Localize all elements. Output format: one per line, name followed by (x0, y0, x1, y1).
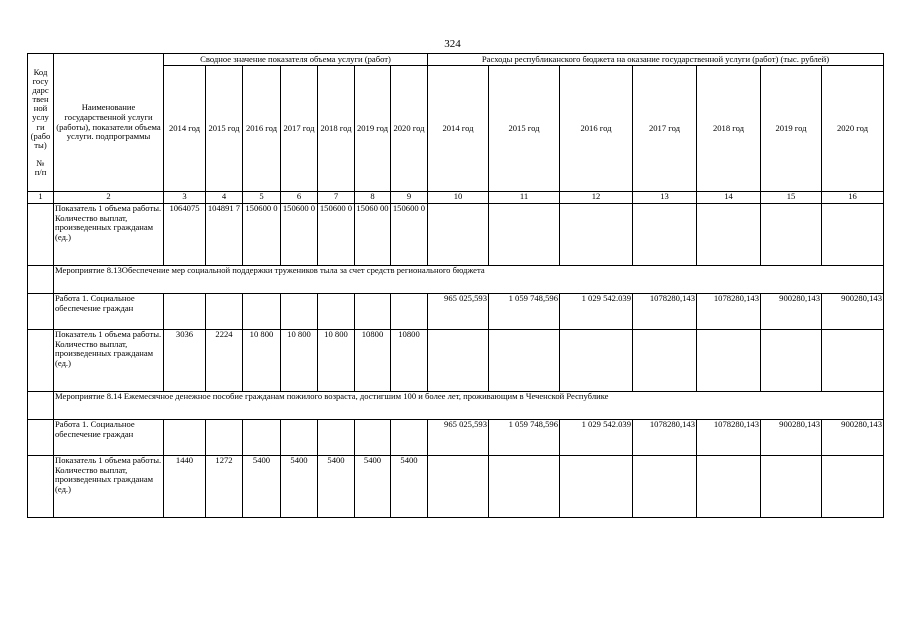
header-budget-year: 2020 год (822, 66, 884, 192)
volume-value: 5400 (243, 456, 281, 518)
column-number: 6 (281, 192, 318, 204)
header-budget-year: 2015 год (489, 66, 560, 192)
budget-value: 900280,143 (822, 420, 884, 456)
budget-value (560, 204, 633, 266)
volume-value: 10 800 (318, 330, 355, 392)
header-volume-year: 2014 год (164, 66, 206, 192)
row-code (28, 204, 54, 266)
code-col-line: ты) (34, 139, 47, 150)
volume-value: 150600 0 (243, 204, 281, 266)
volume-value: 10 800 (243, 330, 281, 392)
header-code-column (28, 54, 54, 192)
budget-value: 1078280,143 (697, 420, 761, 456)
volume-value (206, 294, 243, 330)
header-volume-year: 2018 год (318, 66, 355, 192)
row-code (28, 456, 54, 518)
volume-value (318, 294, 355, 330)
column-number: 4 (206, 192, 243, 204)
column-number: 5 (243, 192, 281, 204)
budget-value: 1078280,143 (633, 294, 697, 330)
code-col-line: услу (32, 112, 49, 123)
header-budget-year: 2019 год (761, 66, 822, 192)
work-row (28, 420, 884, 456)
header-volume-year: 2017 год (281, 66, 318, 192)
budget-value (761, 456, 822, 518)
volume-value (243, 294, 281, 330)
event-code-cell (28, 392, 54, 420)
budget-value (489, 204, 560, 266)
event-code-cell (28, 266, 54, 294)
row-name: Показатель 1 объема работы. Количество выплат, произведенных гражданам (ед.) (54, 456, 164, 518)
row-code (28, 330, 54, 392)
indicator-row (28, 456, 884, 518)
event-title: Мероприятие 8.13Обеспечение мер социальной поддержки тружеников тыла за счет средств регионального бюджета (54, 266, 884, 294)
budget-value: 900280,143 (761, 294, 822, 330)
volume-value (355, 294, 391, 330)
header-budget-year: 2017 год (633, 66, 697, 192)
header-name-column: Наименование государственной услуги (работы), показатели объема услуги. подпрограммы (54, 54, 164, 192)
code-col-line: ной (33, 103, 48, 114)
indicator-row (28, 204, 884, 266)
budget-value (697, 456, 761, 518)
event-title: Мероприятие 8.14 Ежемесячное денежное пособие гражданам пожилого возраста, достигшим 100 и более лет, проживающим в Чеченской Республике (54, 392, 884, 420)
header-group-budget: Расходы республиканского бюджета на оказание государственной услуги (работ) (тыс. рублей) (428, 54, 884, 66)
budget-value (428, 204, 489, 266)
volume-value: 150600 0 (281, 204, 318, 266)
column-number: 16 (822, 192, 884, 204)
budget-value: 900280,143 (761, 420, 822, 456)
column-number: 7 (318, 192, 355, 204)
budget-value (822, 330, 884, 392)
header-volume-year: 2016 год (243, 66, 281, 192)
column-number: 12 (560, 192, 633, 204)
header-volume-year: 2019 год (355, 66, 391, 192)
volume-value (391, 420, 428, 456)
budget-value (761, 204, 822, 266)
column-number: 3 (164, 192, 206, 204)
code-col-line: ги (36, 121, 45, 132)
volume-value: 5400 (318, 456, 355, 518)
column-number: 13 (633, 192, 697, 204)
budget-value (633, 456, 697, 518)
budget-value (633, 204, 697, 266)
code-col-line: твен (32, 94, 49, 105)
row-name: Показатель 1 объема работы. Количество выплат, произведенных гражданам (ед.) (54, 204, 164, 266)
indicator-row (28, 330, 884, 392)
volume-value (206, 420, 243, 456)
page-number: 324 (444, 38, 461, 50)
volume-value (164, 420, 206, 456)
budget-value: 1 059 748,596 (489, 420, 560, 456)
volume-value (281, 294, 318, 330)
budget-value: 900280,143 (822, 294, 884, 330)
budget-value: 1 059 748,596 (489, 294, 560, 330)
budget-value (560, 330, 633, 392)
volume-value (281, 420, 318, 456)
budget-value: 965 025,593 (428, 294, 489, 330)
budget-value (489, 330, 560, 392)
volume-value (355, 420, 391, 456)
code-col-line: госу (32, 75, 49, 86)
header-budget-year: 2014 год (428, 66, 489, 192)
volume-value (391, 294, 428, 330)
header-volume-year: 2015 год (206, 66, 243, 192)
code-col-line: (рабо (30, 130, 51, 141)
volume-value: 1064075 (164, 204, 206, 266)
budget-value (560, 456, 633, 518)
budget-value (822, 204, 884, 266)
column-number: 15 (761, 192, 822, 204)
work-row (28, 294, 884, 330)
budget-value (761, 330, 822, 392)
budget-value: 965 025,593 (428, 420, 489, 456)
event-row (28, 266, 884, 294)
column-number: 1 (28, 192, 54, 204)
row-name: Работа 1. Социальное обеспечение граждан (54, 420, 164, 456)
budget-value (822, 456, 884, 518)
row-code (28, 294, 54, 330)
header-group-volume: Сводное значение показателя объема услуги (работ) (164, 54, 428, 66)
budget-value: 1078280,143 (697, 294, 761, 330)
volume-value: 10800 (355, 330, 391, 392)
column-number: 2 (54, 192, 164, 204)
budget-value (633, 330, 697, 392)
budget-value: 1 029 542.039 (560, 420, 633, 456)
volume-value: 5400 (355, 456, 391, 518)
budget-value: 1078280,143 (633, 420, 697, 456)
budget-value (428, 456, 489, 518)
row-name: Работа 1. Социальное обеспечение граждан (54, 294, 164, 330)
volume-value: 104891 7 (206, 204, 243, 266)
volume-value (164, 294, 206, 330)
column-number: 11 (489, 192, 560, 204)
budget-value (697, 330, 761, 392)
volume-value: 5400 (281, 456, 318, 518)
code-col-line: п/п (34, 167, 47, 178)
code-col-line: № (36, 157, 45, 168)
column-number: 9 (391, 192, 428, 204)
event-row (28, 392, 884, 420)
budget-value (697, 204, 761, 266)
volume-value: 150600 0 (318, 204, 355, 266)
volume-value: 150600 0 (391, 204, 428, 266)
budget-value (428, 330, 489, 392)
volume-value (318, 420, 355, 456)
row-name: Показатель 1 объема работы. Количество выплат, произведенных гражданам (ед.) (54, 330, 164, 392)
volume-value: 1272 (206, 456, 243, 518)
header-volume-year: 2020 год (391, 66, 428, 192)
budget-value (489, 456, 560, 518)
volume-value (243, 420, 281, 456)
code-col-line: Код (33, 66, 48, 77)
volume-value: 15060 00 (355, 204, 391, 266)
budget-table (27, 53, 884, 518)
column-number: 10 (428, 192, 489, 204)
header-budget-year: 2018 год (697, 66, 761, 192)
volume-value: 1440 (164, 456, 206, 518)
volume-value: 10 800 (281, 330, 318, 392)
budget-value: 1 029 542.039 (560, 294, 633, 330)
volume-value: 3036 (164, 330, 206, 392)
volume-value: 2224 (206, 330, 243, 392)
volume-value: 10800 (391, 330, 428, 392)
volume-value: 5400 (391, 456, 428, 518)
header-budget-year: 2016 год (560, 66, 633, 192)
column-numbers-row (28, 192, 884, 204)
code-col-line: дарс (32, 85, 49, 96)
column-number: 14 (697, 192, 761, 204)
column-number: 8 (355, 192, 391, 204)
row-code (28, 420, 54, 456)
